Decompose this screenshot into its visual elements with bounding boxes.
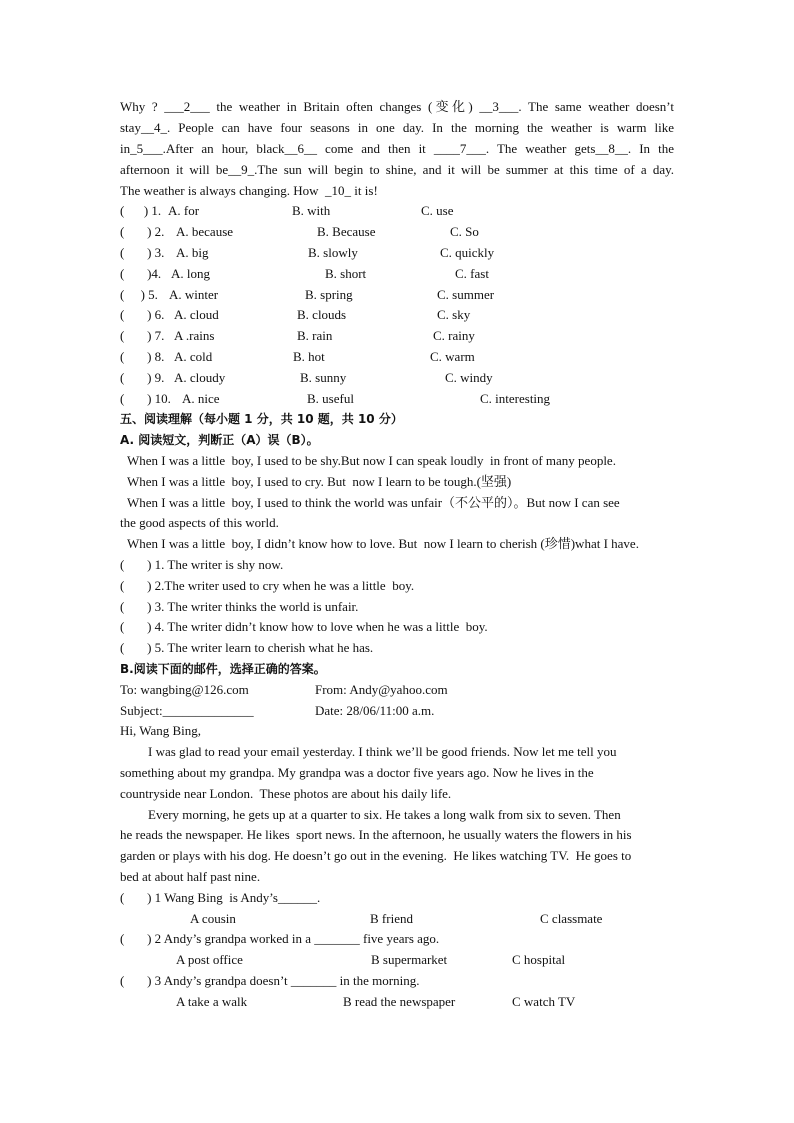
tf-question: ( ) 1. The writer is shy now. [120, 557, 284, 572]
option-a: A. because [176, 224, 234, 239]
question-number: ( ) 2. [120, 224, 165, 239]
email-greeting: Hi, Wang Bing, [120, 723, 202, 738]
question-number: ( ) 9. [120, 370, 165, 385]
option-b: B. with [292, 203, 331, 218]
mc-question: ( ) 1 Wang Bing is Andy’s______. [120, 890, 321, 905]
option-c: C. windy [445, 370, 493, 385]
option-a: A. cloud [174, 307, 219, 322]
option-c: C watch TV [512, 994, 576, 1009]
passage-line: When I was a little boy, I used to be shy.But now I can speak loudly in front of many people. [127, 453, 616, 468]
question-number: ( ) 6. [120, 307, 165, 322]
question-number: ( ) 8. [120, 349, 165, 364]
option-b: B. useful [307, 391, 354, 406]
mc-question: ( ) 3 Andy’s grandpa doesn’t _______ in the morning. [120, 973, 420, 988]
email-line: countryside near London. These photos are about his daily life. [120, 786, 452, 801]
part-b-heading: B.阅读下面的邮件，选择正确的答案。 [120, 662, 326, 676]
option-a: A. winter [169, 287, 219, 302]
section-heading: 五、阅读理解（每小题 1 分，共 10 题，共 10 分） [120, 412, 403, 426]
option-a: A. big [176, 245, 209, 260]
option-a: A. for [168, 203, 200, 218]
option-c: C classmate [540, 911, 603, 926]
email-date: Date: 28/06/11:00 a.m. [315, 703, 435, 718]
option-b: B read the newspaper [343, 994, 456, 1009]
option-a: A .rains [174, 328, 215, 343]
question-number: ( ) 5. [120, 287, 158, 302]
question-number: ( ) 3. [120, 245, 165, 260]
question-number: ( ) 10. [120, 391, 171, 406]
option-c: C. fast [455, 266, 489, 281]
passage-line: When I was a little boy, I used to cry. But now I learn to be tough.(坚强) [127, 474, 512, 489]
question-number: ( ) 1. [120, 203, 162, 218]
option-c: C. interesting [480, 391, 551, 406]
option-b: B. short [325, 266, 367, 281]
option-a: A cousin [190, 911, 236, 926]
cloze-line: Why ? ___2___ the weather in Britain often changes (变化) __3___. The same weather doesn’t [120, 99, 674, 114]
passage-line: When I was a little boy, I used to think the world was unfair（不公平的）。But now I can see [127, 495, 620, 510]
tf-question: ( ) 2.The writer used to cry when he was a little boy. [120, 578, 415, 593]
tf-question: ( ) 5. The writer learn to cherish what he has. [120, 640, 374, 655]
cloze-line: The weather is always changing. How _10_ it is! [120, 183, 378, 198]
passage-line: When I was a little boy, I didn’t know how to love. But now I learn to cherish (珍惜)what I have. [127, 536, 639, 551]
option-b: B. slowly [308, 245, 358, 260]
option-a: A. long [171, 266, 210, 281]
option-a: A. cloudy [174, 370, 226, 385]
email-subject: Subject:______________ [120, 703, 254, 718]
option-b: B. hot [293, 349, 325, 364]
option-b: B. clouds [297, 307, 347, 322]
option-c: C. So [450, 224, 479, 239]
option-c: C. sky [437, 307, 471, 322]
option-b: B. sunny [300, 370, 347, 385]
email-line: something about my grandpa. My grandpa was a doctor five years ago. Now he lives in the [120, 765, 594, 780]
option-c: C. warm [430, 349, 475, 364]
option-c: C hospital [512, 952, 566, 967]
question-number: ( )4. [120, 266, 162, 281]
email-to: To: wangbing@126.com [120, 682, 249, 697]
tf-question: ( ) 3. The writer thinks the world is unfair. [120, 599, 359, 614]
cloze-line: afternoon it will be__9_.The sun will begin to shine, and it will be summer at this time of a day. [120, 162, 674, 177]
option-c: C. summer [437, 287, 495, 302]
option-a: A. cold [174, 349, 213, 364]
email-line: I was glad to read your email yesterday. I think we’ll be good friends. Now let me tell you [148, 744, 617, 759]
cloze-line: stay__4_. People can have four seasons in one day. In the morning the weather is warm like [120, 120, 674, 135]
email-line: he reads the newspaper. He likes sport news. In the afternoon, he usually waters the flowers in his [120, 827, 632, 842]
option-c: C. quickly [440, 245, 495, 260]
email-line: garden or plays with his dog. He doesn’t go out in the evening. He likes watching TV. He goes to [120, 848, 632, 863]
email-line: Every morning, he gets up at a quarter to six. He takes a long walk from six to seven. Then [148, 807, 621, 822]
option-a: A take a walk [176, 994, 248, 1009]
option-b: B. rain [297, 328, 333, 343]
cloze-line: in_5___.After an hour, black__6__ come and then it ____7___. The weather gets__8__. In the [120, 141, 674, 156]
mc-question: ( ) 2 Andy’s grandpa worked in a _______ five years ago. [120, 931, 440, 946]
option-b: B. Because [317, 224, 376, 239]
option-a: A. nice [182, 391, 220, 406]
passage-line: the good aspects of this world. [120, 515, 279, 530]
option-a: A post office [176, 952, 243, 967]
part-a-heading: A. 阅读短文，判断正（A）误（B）。 [120, 433, 319, 447]
question-number: ( ) 7. [120, 328, 165, 343]
email-from: From: Andy@yahoo.com [315, 682, 448, 697]
option-b: B friend [370, 911, 413, 926]
option-c: C. use [421, 203, 454, 218]
email-line: bed at about half past nine. [120, 869, 261, 884]
tf-question: ( ) 4. The writer didn’t know how to love when he was a little boy. [120, 619, 488, 634]
option-b: B. spring [305, 287, 353, 302]
option-c: C. rainy [433, 328, 475, 343]
option-b: B supermarket [371, 952, 448, 967]
